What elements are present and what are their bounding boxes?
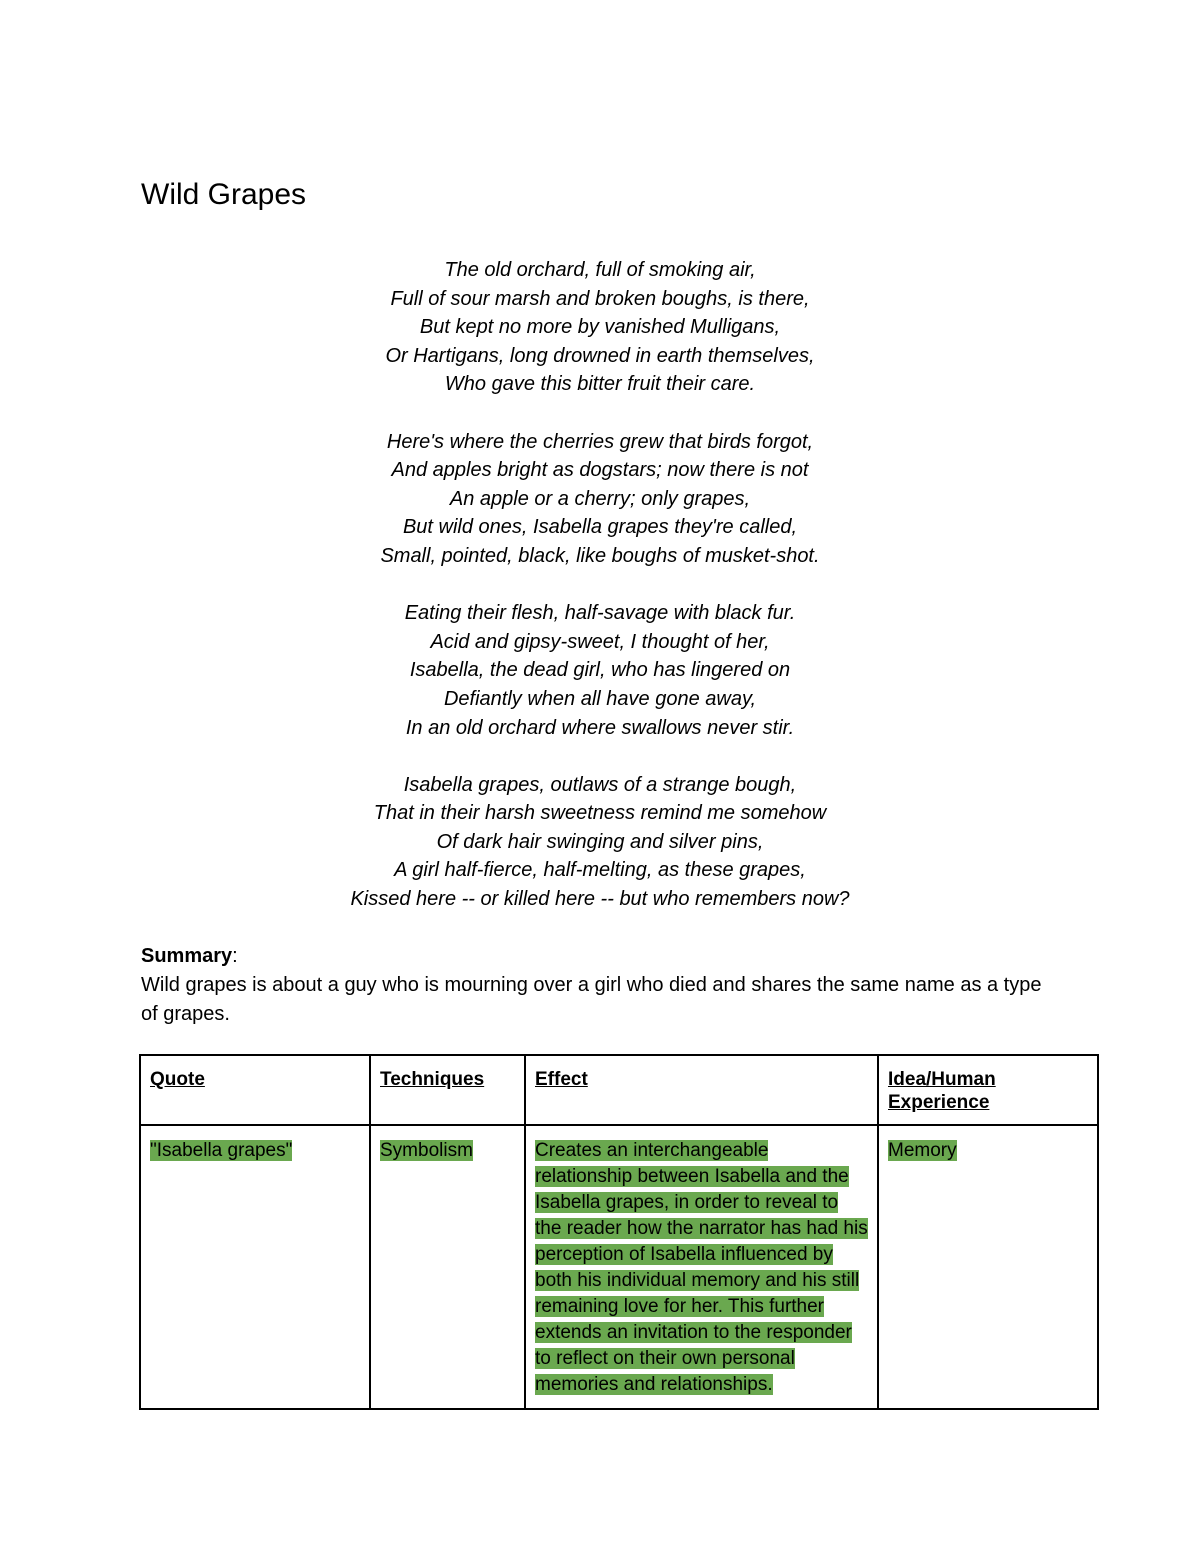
- poem-line: Who gave this bitter fruit their care.: [444, 373, 756, 396]
- poem-line: An apple or a cherry; only grapes,: [449, 487, 751, 510]
- poem-stanza: [0, 428, 1200, 571]
- cell-quote: [140, 1125, 370, 1409]
- poem-line: Isabella grapes, outlaws of a strange bough,: [403, 773, 797, 796]
- poem-line: Here's where the cherries grew that birds forgot,: [386, 430, 814, 453]
- table-header-row: [140, 1055, 1098, 1125]
- header-idea: Idea/Human Experience: [878, 1055, 1098, 1125]
- stanza-spacer: [0, 399, 1200, 428]
- stanza-spacer: [0, 742, 1200, 771]
- poem-line: That in their harsh sweetness remind me somehow: [373, 802, 827, 825]
- poem-stanza: [0, 599, 1200, 742]
- poem: [0, 256, 1200, 914]
- poem-line: Full of sour marsh and broken boughs, is there,: [390, 287, 810, 310]
- summary-text: Wild grapes is about a guy who is mourning over a girl who died and shares the same name as a type of grapes.: [141, 974, 1042, 1025]
- summary-heading: [141, 942, 1061, 971]
- poem-line: Defiantly when all have gone away,: [443, 687, 757, 710]
- highlighted-technique: Symbolism: [380, 1140, 473, 1161]
- stanza-spacer: [0, 571, 1200, 600]
- poem-line: In an old orchard where swallows never stir.: [405, 716, 795, 739]
- document-title: Wild Grapes: [141, 178, 307, 211]
- poem-line: Of dark hair swinging and silver pins,: [436, 830, 764, 853]
- header-quote: Quote: [140, 1055, 370, 1125]
- header-techniques: Techniques: [370, 1055, 525, 1125]
- poem-line: The old orchard, full of smoking air,: [444, 259, 756, 281]
- highlighted-quote: "Isabella grapes": [150, 1140, 293, 1161]
- poem-line: A girl half-fierce, half-melting, as these grapes,: [394, 859, 806, 882]
- table-row: [140, 1125, 1098, 1409]
- highlighted-idea: Memory: [888, 1140, 957, 1161]
- poem-line: Small, pointed, black, like boughs of musket-shot.: [380, 544, 820, 567]
- header-effect: Effect: [525, 1055, 878, 1125]
- poem-line: Eating their flesh, half-savage with black fur.: [404, 602, 796, 625]
- poem-line: And apples bright as dogstars; now there is not: [391, 459, 809, 482]
- poem-stanza: [0, 256, 1200, 399]
- poem-line: But wild ones, Isabella grapes they're called,: [402, 516, 798, 539]
- poem-line: But kept no more by vanished Mulligans,: [419, 316, 781, 339]
- highlighted-effect: Creates an interchangeable relationship between Isabella and the Isabella grapes, in order to reveal to the reader how the narrator has had his perception of Isabella influenced by both his individual memory and his still remaining love for her. This further extends an invitation to the responder to reflect on their own personal memories and relationships.: [535, 1140, 868, 1395]
- analysis-table: [139, 1054, 1099, 1410]
- summary-colon: :: [232, 945, 238, 967]
- poem-line: Isabella, the dead girl, who has lingered on: [409, 659, 791, 682]
- poem-line: Or Hartigans, long drowned in earth themselves,: [385, 344, 815, 367]
- cell-effect: [525, 1125, 878, 1409]
- cell-idea: [878, 1125, 1098, 1409]
- poem-line: Acid and gipsy-sweet, I thought of her,: [430, 630, 770, 653]
- poem-stanza: [0, 771, 1200, 914]
- summary-section: [141, 942, 1061, 1029]
- cell-technique: [370, 1125, 525, 1409]
- summary-label: Summary: [141, 945, 233, 967]
- poem-line: Kissed here -- or killed here -- but who remembers now?: [350, 888, 850, 911]
